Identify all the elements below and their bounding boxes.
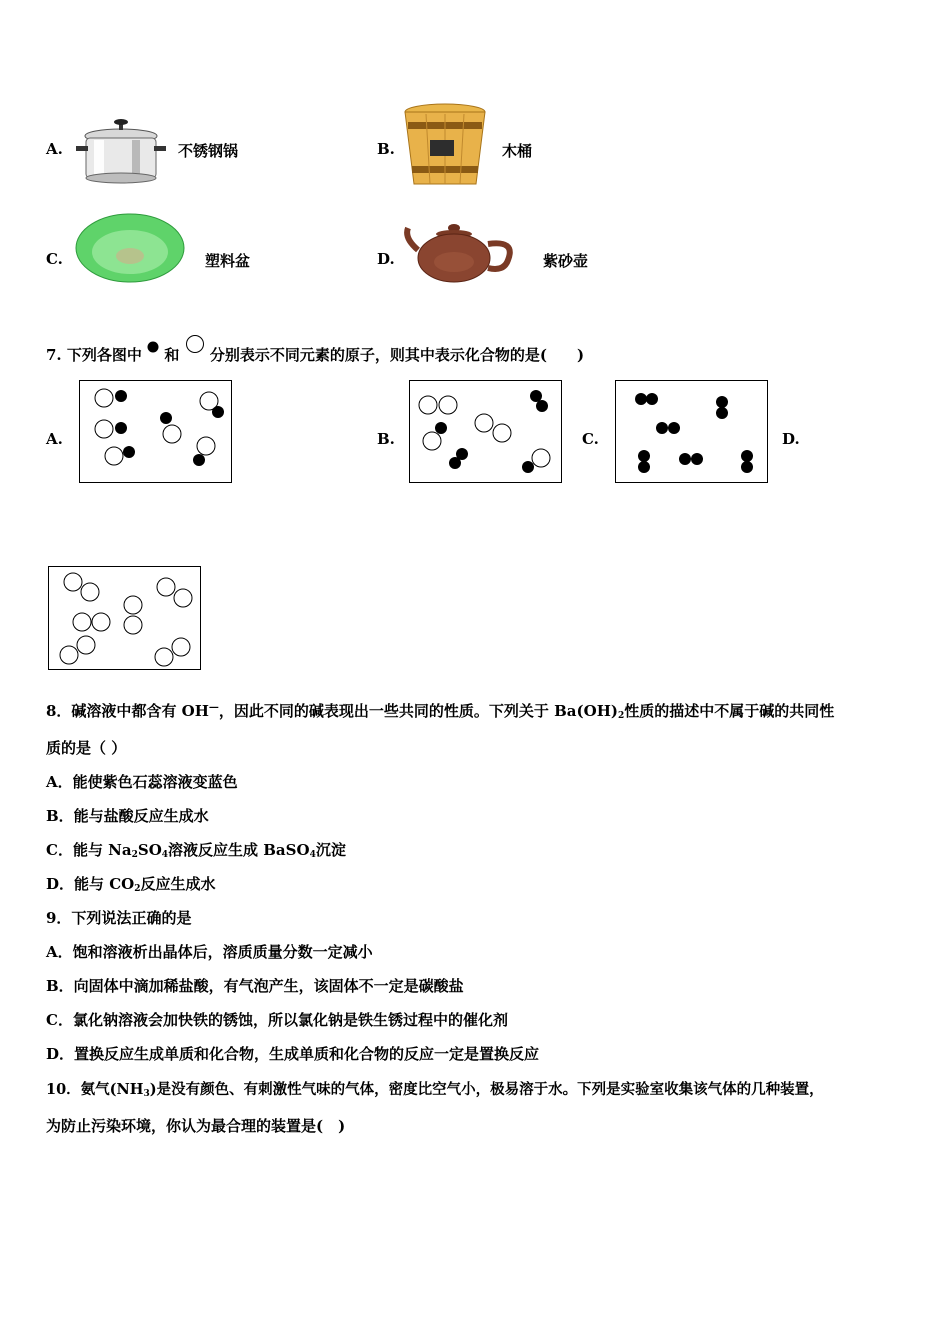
white-atom-icon — [185, 334, 205, 354]
q7-option-d-letter: D. — [782, 430, 800, 448]
q10-stem-part-a: 10．氨气(NH — [46, 1081, 144, 1098]
q7-option-c-letter: C. — [582, 430, 599, 448]
q8-stem-line2: 质的是（ ） — [46, 739, 127, 757]
q10-stem-line1 — [46, 1078, 824, 1099]
molecule-diagram-a-graphic — [80, 381, 231, 482]
q10-stem-sub: 3 — [143, 1089, 150, 1099]
q10-stem-part-b: )是没有颜色、有刺激性气味的气体，密度比空气小，极易溶于水。下列是实验室收集该气体的几种装置， — [149, 1081, 824, 1098]
q6-option-b-letter: B. — [377, 140, 395, 158]
q8-option-a: A．能使紫色石蕊溶液变蓝色 — [46, 773, 238, 791]
q9-option-c: C．氯化钠溶液会加快铁的锈蚀，所以氯化钠是铁生锈过程中的催化剂 — [46, 1011, 508, 1029]
q8-option-d-sub: 2 — [134, 884, 141, 894]
molecule-diagram-d-graphic — [49, 567, 200, 669]
molecule-diagram-b — [409, 380, 562, 483]
q6-option-a-letter: A. — [46, 140, 63, 158]
q8-option-c-sub2: 4 — [161, 850, 169, 860]
q9-option-b: B．向固体中滴加稀盐酸，有气泡产生，该固体不一定是碳酸盐 — [46, 977, 464, 995]
q8-option-d-part-a: D．能与 CO — [46, 875, 135, 893]
q8-option-c-part-d: 沉淀 — [315, 841, 346, 859]
molecule-diagram-d — [48, 566, 201, 670]
q8-option-c-part-a: C．能与 Na — [46, 841, 132, 859]
q9-stem: 9．下列说法正确的是 — [46, 909, 192, 927]
wooden-bucket-icon — [402, 102, 488, 190]
q7-stem — [46, 334, 584, 365]
q8-stem-part-a: 8．碱溶液中都含有 OH — [46, 702, 209, 720]
q7-stem-post: 分别表示不同元素的原子，则其中表示化合物的是( ) — [209, 346, 585, 364]
molecule-diagram-b-graphic — [410, 381, 561, 482]
molecule-diagram-c-graphic — [616, 381, 767, 482]
q8-option-c-sub1: 2 — [131, 850, 138, 860]
q7-option-a-letter: A. — [46, 430, 63, 448]
q7-number: 7. — [46, 346, 62, 364]
q8-stem-sup: — — [208, 702, 219, 713]
q6-option-c-label: 塑料盆 — [205, 252, 251, 270]
black-atom-icon — [147, 340, 159, 354]
q8-stem-sub: 2 — [617, 711, 625, 721]
q8-option-c — [46, 839, 346, 860]
q8-option-d — [46, 873, 216, 894]
q6-option-d-letter: D. — [377, 250, 395, 268]
q8-option-d-part-b: 反应生成水 — [140, 875, 216, 893]
q8-stem-part-b: ，因此不同的碱表现出一些共同的性质。下列关于 Ba(OH) — [218, 702, 618, 720]
q9-option-d: D．置换反应生成单质和化合物，生成单质和化合物的反应一定是置换反应 — [46, 1045, 540, 1063]
q8-option-c-sub3: 4 — [309, 850, 316, 860]
q6-option-c-letter: C. — [46, 250, 63, 268]
q8-option-c-part-b: SO — [137, 841, 162, 859]
plastic-basin-icon — [74, 208, 186, 288]
stainless-pot-icon — [74, 114, 168, 188]
q6-option-b-label: 木桶 — [502, 142, 533, 160]
q8-stem-part-c: 性质的描述中不属于碱的共同性 — [624, 702, 835, 720]
q10-stem-line2: 为防止污染环境，你认为最合理的装置是( ) — [46, 1117, 346, 1135]
q6-option-a-label: 不锈钢锅 — [178, 142, 239, 160]
q8-stem-line1 — [46, 700, 834, 721]
q9-option-a: A．饱和溶液析出晶体后，溶质质量分数一定减小 — [46, 943, 373, 961]
q8-option-c-part-c: 溶液反应生成 BaSO — [168, 841, 310, 859]
clay-teapot-icon — [404, 214, 524, 286]
q7-stem-and: 和 — [164, 346, 180, 364]
molecule-diagram-a — [79, 380, 232, 483]
q7-stem-pre: 下列各图中 — [66, 346, 142, 364]
q7-option-b-letter: B. — [377, 430, 395, 448]
q6-option-d-label: 紫砂壶 — [543, 252, 589, 270]
molecule-diagram-c — [615, 380, 768, 483]
q8-option-b: B．能与盐酸反应生成水 — [46, 807, 209, 825]
